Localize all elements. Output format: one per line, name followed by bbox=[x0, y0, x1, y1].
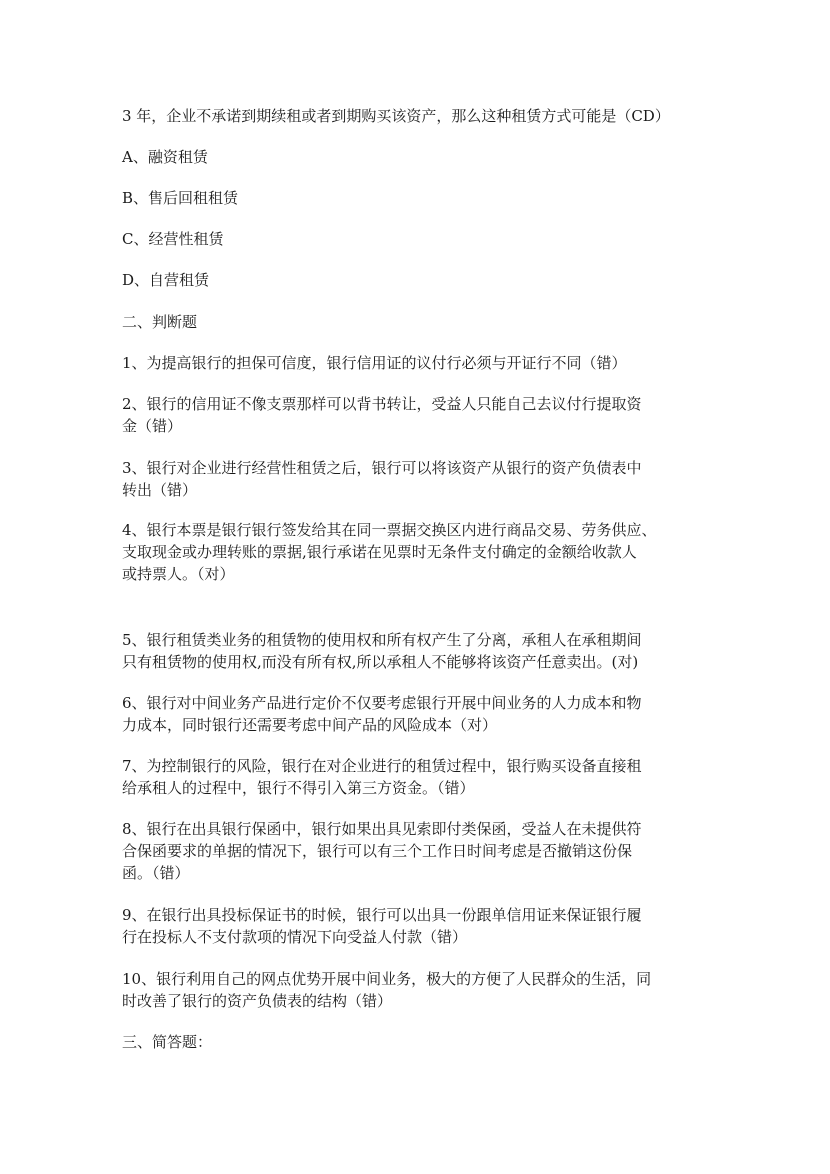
paragraph-tf-10 bbox=[122, 968, 722, 1012]
text-line: 力成本，同时银行还需要考虑中间产品的风险成本（对） bbox=[122, 716, 498, 734]
text-line: 函。（错） bbox=[122, 864, 190, 882]
text-line: 三、简答题： bbox=[122, 1033, 213, 1051]
text-line: 5、银行租赁类业务的租赁物的使用权和所有权产生了分离，承租人在承租期间 bbox=[122, 631, 642, 649]
text-line: 3、银行对企业进行经营性租赁之后，银行可以将该资产从银行的资产负债表中 bbox=[122, 459, 642, 477]
paragraph-option-a bbox=[122, 146, 722, 168]
text-line: B、售后回租租赁 bbox=[122, 189, 239, 207]
text-line: 1、为提高银行的担保可信度，银行信用证的议付行必须与开证行不同（错） bbox=[122, 354, 627, 372]
text-line: 7、为控制银行的风险，银行在对企业进行的租赁过程中，银行购买设备直接租 bbox=[122, 757, 642, 775]
text-line: 二、判断题 bbox=[122, 313, 198, 331]
text-line: 2、银行的信用证不像支票那样可以背书转让，受益人只能自己去议付行提取资 bbox=[122, 395, 642, 413]
paragraph-section-3-heading bbox=[122, 1031, 722, 1053]
paragraph-tf-1 bbox=[122, 352, 722, 374]
paragraph-section-2-heading bbox=[122, 311, 722, 333]
text-line: 时改善了银行的资产负债表的结构（错） bbox=[122, 992, 393, 1010]
text-line: 10、银行利用自己的网点优势开展中间业务，极大的方便了人民群众的生活，同 bbox=[122, 970, 652, 988]
text-line: 行在投标人不支付款项的情况下向受益人付款（错） bbox=[122, 928, 468, 946]
text-line: 转出（错） bbox=[122, 481, 198, 499]
paragraph-tf-3 bbox=[122, 457, 722, 501]
paragraph-option-d bbox=[122, 269, 722, 291]
paragraph-option-b bbox=[122, 187, 722, 209]
paragraph-tf-8 bbox=[122, 818, 722, 884]
text-line: 合保函要求的单据的情况下，银行可以有三个工作日时间考虑是否撤销这份保 bbox=[122, 842, 633, 860]
text-line: A、融资租赁 bbox=[122, 148, 208, 166]
text-line: C、经营性租赁 bbox=[122, 230, 224, 248]
text-line: 或持票人。（对） bbox=[122, 565, 235, 583]
text-line: 支取现金或办理转账的票据,银行承诺在见票时无条件支付确定的金额给收款人 bbox=[122, 543, 637, 561]
text-line: D、自营租赁 bbox=[122, 271, 210, 289]
text-line: 6、银行对中间业务产品进行定价不仅要考虑银行开展中间业务的人力成本和物 bbox=[122, 694, 642, 712]
text-line: 8、银行在出具银行保函中，银行如果出具见索即付类保函，受益人在未提供符 bbox=[122, 820, 642, 838]
paragraph-tf-2 bbox=[122, 393, 722, 437]
paragraph-tf-7 bbox=[122, 755, 722, 799]
text-line: 给承租人的过程中，银行不得引入第三方资金。（错） bbox=[122, 779, 475, 797]
paragraph-tf-5 bbox=[122, 629, 722, 673]
paragraph-tf-4 bbox=[122, 519, 722, 585]
paragraph-tf-6 bbox=[122, 692, 722, 736]
text-line: 4、银行本票是银行银行签发给其在同一票据交换区内进行商品交易、劳务供应、 bbox=[122, 521, 657, 539]
paragraph-tf-9 bbox=[122, 904, 722, 948]
paragraph-q-intro bbox=[122, 105, 722, 127]
paragraph-option-c bbox=[122, 228, 722, 250]
text-line: 3 年，企业不承诺到期续租或者到期购买该资产，那么这种租赁方式可能是（CD） bbox=[122, 107, 670, 125]
text-line: 9、在银行出具投标保证书的时候，银行可以出具一份跟单信用证来保证银行履 bbox=[122, 906, 642, 924]
text-line: 金（错） bbox=[122, 417, 183, 435]
text-line: 只有租赁物的使用权,而没有所有权,所以承租人不能够将该资产任意卖出。(对) bbox=[122, 653, 639, 671]
